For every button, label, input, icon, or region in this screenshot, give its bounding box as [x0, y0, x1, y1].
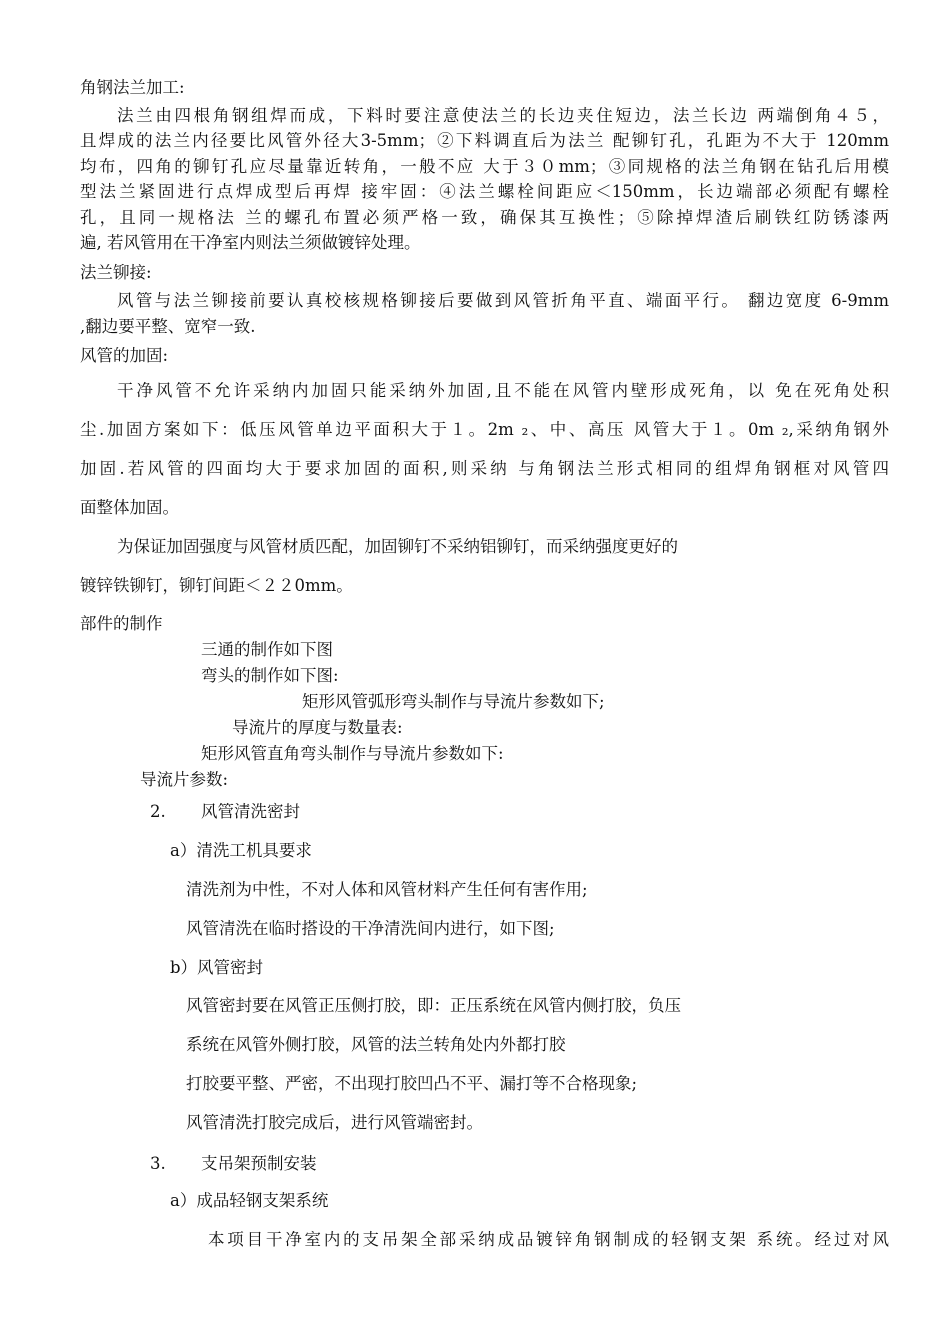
- parts-item: 矩形风管弧形弯头制作与导流片参数如下;: [302, 692, 605, 711]
- subsection-title: a）成品轻钢支架系统: [170, 1191, 329, 1210]
- body-line: 本项目干净室内的支吊架全部采纳成品镀锌角钢制成的轻钢支架 系统。经过对风: [208, 1230, 889, 1249]
- paragraph-line: 遍, 若风管用在干净室内则法兰须做镀锌处理。: [80, 233, 421, 252]
- paragraph-line: 均布，四角的铆钉孔应尽量靠近转角，一般不应 大于３０mm；③同规格的法兰角钢在钻孔后用模: [80, 157, 889, 176]
- paragraph-line: 为保证加固强度与风管材质匹配，加固铆钉不采纳铝铆钉，而采纳强度更好的: [117, 537, 678, 556]
- subsection-title: a）清洗工机具要求: [170, 841, 312, 860]
- section-title: 支吊架预制安装: [201, 1154, 317, 1173]
- section-title: 风管清洗密封: [201, 802, 300, 821]
- paragraph-line: 且焊成的法兰内径要比风管外径大3-5mm；②下料调直后为法兰 配铆钉孔，孔距为不大于 120mm: [80, 131, 889, 150]
- subsection-title: b）风管密封: [170, 958, 264, 977]
- paragraph-line: ,翻边要平整、宽窄一致.: [80, 317, 256, 336]
- parts-item: 导流片的厚度与数量表:: [232, 718, 403, 737]
- heading-parts-fabrication: 部件的制作: [80, 614, 163, 633]
- body-line: 风管清洗在临时搭设的干净清洗间内进行，如下图;: [186, 919, 555, 938]
- heading-flange-riveting: 法兰铆接:: [80, 263, 152, 282]
- paragraph-line: 加固.若风管的四面均大于要求加固的面积,则采纳 与角钢法兰形式相同的组焊角钢框对风管四: [80, 459, 889, 478]
- body-line: 打胶要平整、严密，不出现打胶凹凸不平、漏打等不合格现象;: [186, 1074, 638, 1093]
- paragraph-line: 型法兰紧固进行点焊成型后再焊 接牢固：④法兰螺栓间距应＜150mm，长边端部必须配有螺栓: [80, 182, 889, 201]
- heading-duct-reinforcement: 风管的加固:: [80, 346, 169, 365]
- parts-item: 矩形风管直角弯头制作与导流片参数如下:: [201, 744, 504, 763]
- paragraph-line: 面整体加固。: [80, 498, 179, 517]
- section-number: 3.: [150, 1154, 166, 1173]
- paragraph-line: 风管与法兰铆接前要认真校核规格铆接后要做到风管折角平直、端面平行。 翻边宽度 6-9mm: [117, 291, 889, 310]
- body-line: 风管密封要在风管正压侧打胶，即：正压系统在风管内侧打胶，负压: [186, 996, 681, 1015]
- parts-item: 三通的制作如下图: [201, 640, 333, 659]
- heading-flange-processing: 角钢法兰加工:: [80, 78, 185, 97]
- paragraph-line: 镀锌铁铆钉，铆钉间距＜２２0mm。: [80, 576, 353, 595]
- parts-item: 导流片参数:: [140, 770, 229, 789]
- body-line: 清洗剂为中性，不对人体和风管材料产生任何有害作用;: [186, 880, 588, 899]
- body-line: 风管清洗打胶完成后，进行风管端密封。: [186, 1113, 483, 1132]
- section-number: 2.: [150, 802, 166, 821]
- parts-item: 弯头的制作如下图:: [201, 666, 339, 685]
- paragraph-line: 法兰由四根角钢组焊而成，下料时要注意使法兰的长边夹住短边，法兰长边 两端倒角４５，: [117, 106, 889, 125]
- paragraph-line: 干净风管不允许采纳内加固只能采纳外加固,且不能在风管内壁形成死角，以 免在死角处积: [117, 381, 889, 400]
- body-line: 系统在风管外侧打胶，风管的法兰转角处内外都打胶: [186, 1035, 566, 1054]
- paragraph-line: 尘.加固方案如下：低压风管单边平面积大于１。2m ₂、中、高压 风管大于１。0m ₂,采纳角钢外: [80, 420, 889, 439]
- paragraph-line: 孔，且同一规格法 兰的螺孔布置必须严格一致，确保其互换性；⑤除掉焊渣后刷铁红防锈漆两: [80, 208, 889, 227]
